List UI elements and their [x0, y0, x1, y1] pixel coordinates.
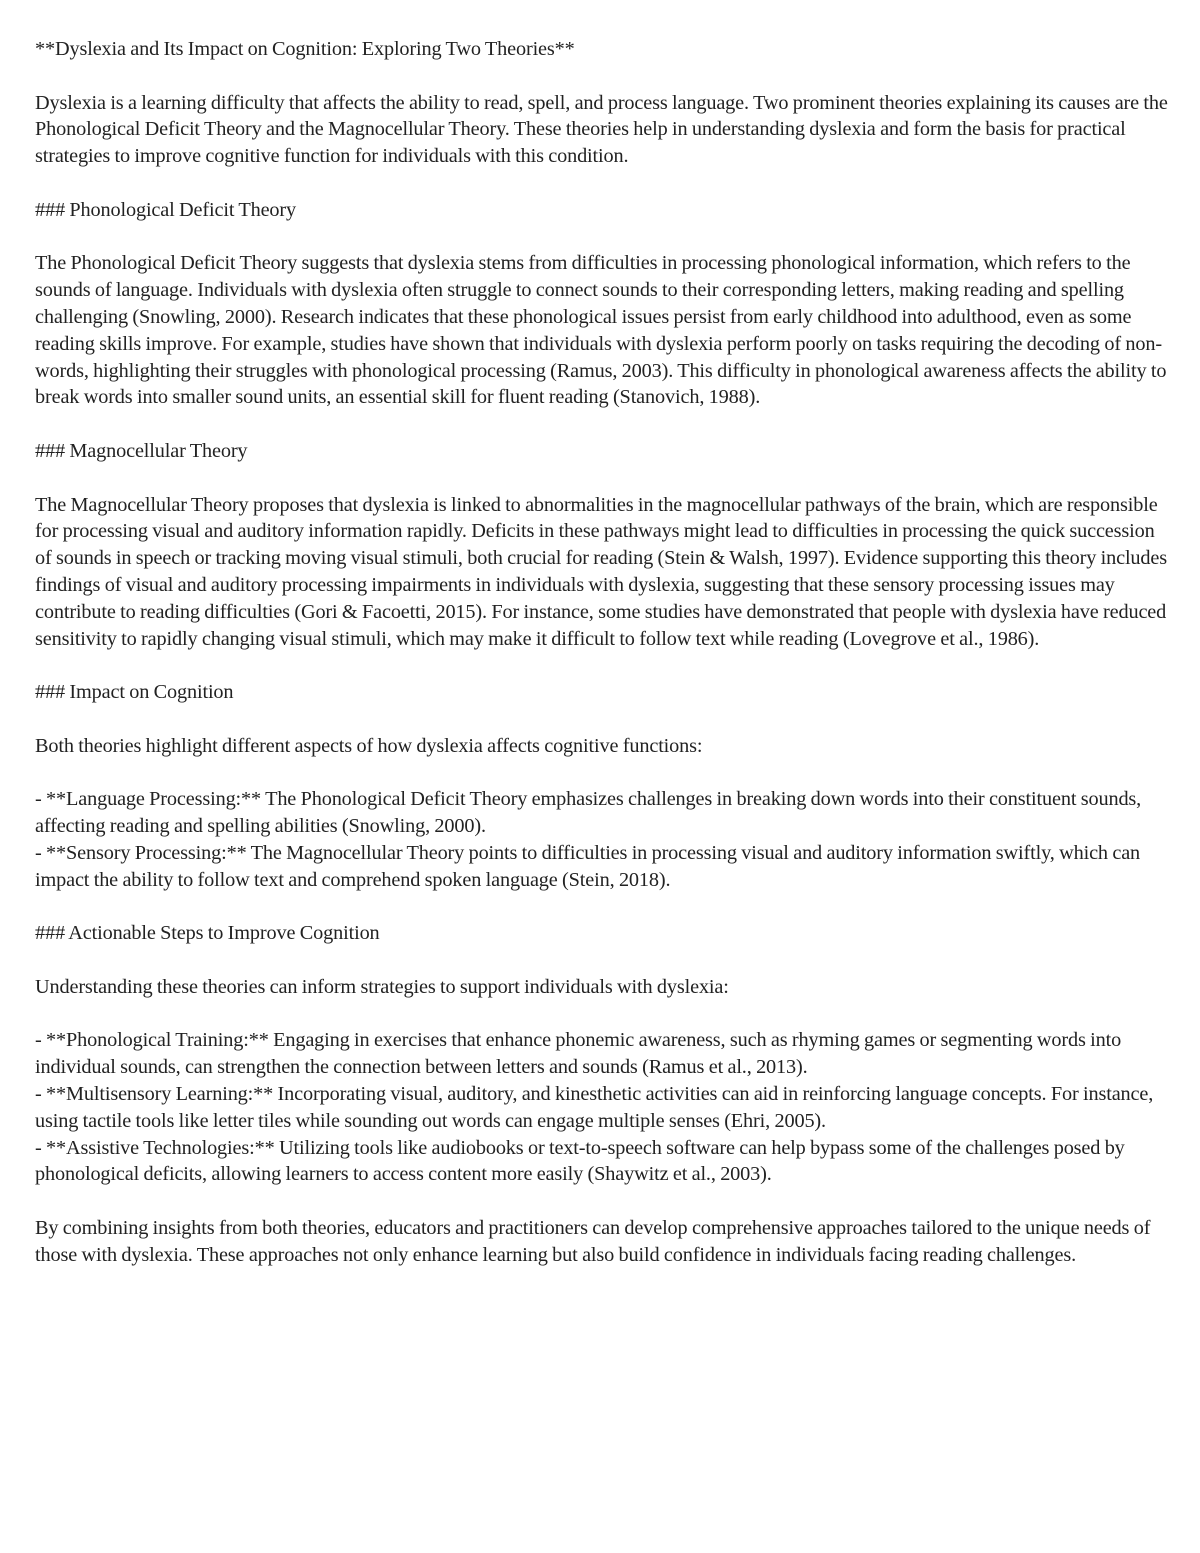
section-paragraph-impact: Both theories highlight different aspects of how dyslexia affects cognitive functions: [35, 734, 703, 757]
section-heading-phonological: ### Phonological Deficit Theory [35, 198, 297, 221]
actionable-list [35, 1027, 1170, 1188]
section-heading-magnocellular: ### Magnocellular Theory [35, 439, 248, 462]
impact-list [35, 786, 1170, 893]
list-item: - **Assistive Technologies:** Utilizing tools like audiobooks or text-to-speech software can help bypass some of the challenges posed by phonological deficits, allowing learners to access content more easily (Shaywitz et al., 2003). [35, 1136, 1125, 1186]
document-title: **Dyslexia and Its Impact on Cognition: Exploring Two Theories** [35, 38, 575, 60]
section-paragraph-magnocellular: The Magnocellular Theory proposes that dyslexia is linked to abnormalities in the magnocellular pathways of the brain, which are responsible for processing visual and auditory information rapidly. Deficits in these pathways might lead to difficulties in processing the quick succession of sounds in speech or tracking moving visual stimuli, both crucial for reading (Stein & Walsh, 1997). Evidence supporting this theory includes findings of visual and auditory processing impairments in individuals with dyslexia, suggesting that these sensory processing issues may contribute to reading difficulties (Gori & Facoetti, 2015). For instance, some studies have demonstrated that people with dyslexia have reduced sensitivity to rapidly changing visual stimuli, which may make it difficult to follow text while reading (Lovegrove et al., 1986). [35, 493, 1168, 650]
list-item: - **Language Processing:** The Phonological Deficit Theory emphasizes challenges in breaking down words into their constituent sounds, affecting reading and spelling abilities (Snowling, 2000). [35, 788, 1142, 838]
intro-paragraph: Dyslexia is a learning difficulty that affects the ability to read, spell, and process language. Two prominent theories explaining its causes are the Phonological Deficit Theory and the Magnocellular Theory. These theories help in understanding dyslexia and form the basis for practical strategies to improve cognitive function for individuals with this condition. [35, 91, 1168, 168]
list-item: - **Sensory Processing:** The Magnocellular Theory points to difficulties in processing visual and auditory information swiftly, which can impact the ability to follow text and comprehend spoken language (Stein, 2018). [35, 841, 1141, 891]
section-heading-impact: ### Impact on Cognition [35, 681, 234, 704]
section-paragraph-actionable: Understanding these theories can inform strategies to support individuals with dyslexia: [35, 975, 729, 998]
section-paragraph-phonological: The Phonological Deficit Theory suggests that dyslexia stems from difficulties in processing phonological information, which refers to the sounds of language. Individuals with dyslexia often struggle to connect sounds to their corresponding letters, making reading and spelling challenging (Snowling, 2000). Research indicates that these phonological issues persist from early childhood into adulthood, even as some reading skills improve. For example, studies have shown that individuals with dyslexia perform poorly on tasks requiring the decoding of non-words, highlighting their struggles with phonological processing (Ramus, 2003). This difficulty in phonological awareness affects the ability to break words into smaller sound units, an essential skill for fluent reading (Stanovich, 1988). [35, 252, 1167, 409]
document-body [35, 36, 1170, 1295]
conclusion-paragraph: By combining insights from both theories, educators and practitioners can develop comprehensive approaches tailored to the unique needs of those with dyslexia. These approaches not only enhance learning but also build confidence in individuals facing reading challenges. [35, 1217, 1151, 1266]
list-item: - **Phonological Training:** Engaging in exercises that enhance phonemic awareness, such as rhyming games or segmenting words into individual sounds, can strengthen the connection between letters and sounds (Ramus et al., 2013). [35, 1029, 1122, 1079]
section-heading-actionable: ### Actionable Steps to Improve Cognition [35, 922, 380, 945]
list-item: - **Multisensory Learning:** Incorporating visual, auditory, and kinesthetic activities can aid in reinforcing language concepts. For instance, using tactile tools like letter tiles while sounding out words can engage multiple senses (Ehri, 2005). [35, 1083, 1154, 1132]
